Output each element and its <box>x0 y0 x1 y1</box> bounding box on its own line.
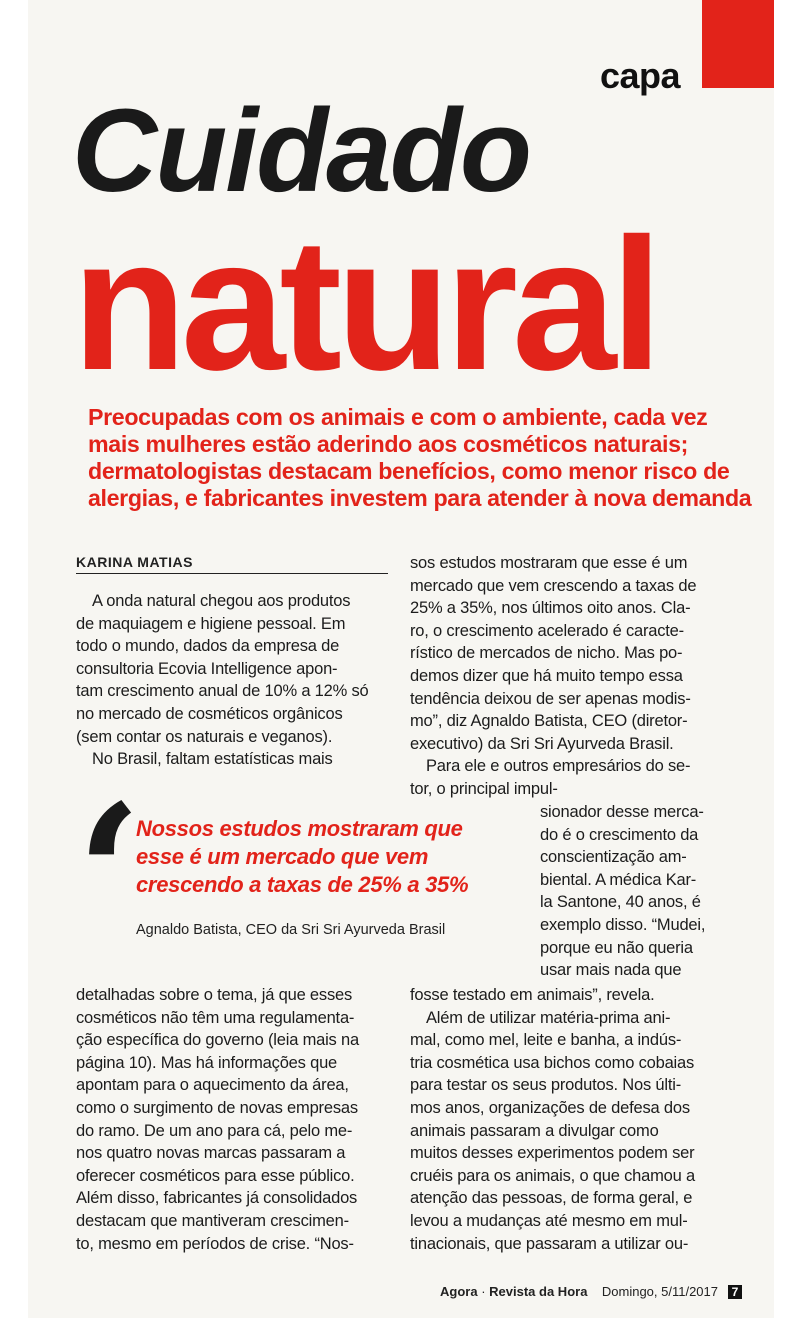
text-line: conscientização am- <box>540 848 687 867</box>
text-line: do é o crescimento da <box>540 825 699 844</box>
text-line: de maquiagem e higiene pessoal. Em <box>76 614 346 633</box>
left-column-top <box>76 590 369 771</box>
text-line: tam crescimento anual de 10% a 12% só <box>76 682 369 701</box>
headline-line-1: Cuidado <box>72 85 530 217</box>
byline: KARINA MATIAS <box>76 554 388 574</box>
text-line: apontam para o aquecimento da área, <box>76 1076 349 1095</box>
right-column-bottom <box>410 984 695 1255</box>
text-line: nos quatro novas marcas passaram a <box>76 1144 346 1163</box>
text-line: animais passaram a divulgar como <box>410 1121 659 1140</box>
text-line: la Santone, 40 anos, é <box>540 893 701 912</box>
text-line: cosméticos não têm uma regulamenta- <box>76 1008 355 1027</box>
footer-supplement: Revista da Hora <box>489 1284 588 1299</box>
text-line: consultoria Ecovia Intelligence apon- <box>76 659 338 678</box>
text-line: rístico de mercados de nicho. Mas po- <box>410 644 683 663</box>
text-line: atenção das pessoas, de forma geral, e <box>410 1189 693 1208</box>
text-line: para testar os seus produtos. Nos últi- <box>410 1076 682 1095</box>
text-line: oferecer cosméticos para esse público. <box>76 1166 355 1185</box>
headline-line-2: natural <box>72 199 657 409</box>
text-line: exemplo disso. “Mudei, <box>540 915 706 934</box>
right-column-top <box>410 552 696 801</box>
text-line: sionador desse merca- <box>540 803 704 821</box>
deck-line: alergias, e fabricantes investem para atender à nova demanda <box>88 485 752 511</box>
text-line: cruéis para os animais, o que chamou a <box>410 1166 695 1185</box>
text-line: detalhadas sobre o tema, já que esses <box>76 986 353 1004</box>
pull-quote <box>136 815 468 899</box>
text-line: mercado que vem crescendo a taxas de <box>410 576 697 595</box>
page-footer <box>440 1284 742 1299</box>
text-line: todo o mundo, dados da empresa de <box>76 637 340 656</box>
text-line: sos estudos mostraram que esse é um <box>410 554 688 572</box>
text-line: ro, o crescimento acelerado é caracte- <box>410 621 684 640</box>
text-line: porque eu não queria <box>540 938 693 957</box>
text-line: mo”, diz Agnaldo Batista, CEO (diretor- <box>410 712 688 731</box>
text-line: levou a mudanças até mesmo em mul- <box>410 1211 688 1230</box>
footer-date: Domingo, 5/11/2017 <box>601 1284 718 1299</box>
text-line: executivo) da Sri Sri Ayurveda Brasil. <box>410 734 674 753</box>
text-line: Além disso, fabricantes já consolidados <box>76 1189 358 1208</box>
section-tag: capa <box>600 55 681 96</box>
text-line: biental. A médica Kar- <box>540 870 697 889</box>
pull-quote-attribution: Agnaldo Batista, CEO da Sri Sri Ayurveda Brasil <box>136 922 446 938</box>
text-line: tria cosmética usa bichos como cobaias <box>410 1053 695 1072</box>
text-line: 25% a 35%, nos últimos oito anos. Cla- <box>410 599 691 618</box>
text-line: como o surgimento de novas empresas <box>76 1098 358 1117</box>
deck-line: Preocupadas com os animais e com o ambiente, cada vez <box>88 404 708 430</box>
right-column-wrap <box>540 801 705 982</box>
text-line: ção específica do governo (leia mais na <box>76 1031 359 1050</box>
pull-quote-line: Nossos estudos mostraram que <box>136 816 463 841</box>
text-line: tor, o principal impul- <box>410 779 558 798</box>
text-line: fosse testado em animais”, revela. <box>410 986 655 1004</box>
deck-line: dermatologistas destacam benefícios, como menor risco de <box>88 458 730 484</box>
text-line: A onda natural chegou aos produtos <box>92 592 351 610</box>
text-line: tendência deixou de ser apenas modis- <box>410 689 691 708</box>
text-line: mos anos, organizações de defesa dos <box>410 1098 690 1117</box>
text-line: Para ele e outros empresários do se- <box>426 757 691 776</box>
page-number: 7 <box>728 1285 743 1299</box>
text-line: do ramo. De um ano para cá, pelo me- <box>76 1121 353 1140</box>
deck-subheadline <box>88 404 774 512</box>
text-line: tinacionais, que passaram a utilizar ou- <box>410 1234 689 1253</box>
text-line: to, mesmo em períodos de crise. “Nos- <box>76 1234 354 1253</box>
pull-quote-line: esse é um mercado que vem <box>136 844 429 869</box>
text-line: Além de utilizar matéria-prima ani- <box>426 1008 671 1027</box>
footer-publication: Agora <box>440 1284 478 1299</box>
left-column-bottom <box>76 984 359 1255</box>
text-line: usar mais nada que <box>540 961 682 980</box>
deck-line: mais mulheres estão aderindo aos cosméticos naturais; <box>88 431 689 457</box>
pull-quote-line: crescendo a taxas de 25% a 35% <box>136 872 469 897</box>
quote-mark-icon: ‘ <box>76 763 143 986</box>
text-line: página 10). Mas há informações que <box>76 1053 338 1072</box>
text-line: No Brasil, faltam estatísticas mais <box>92 750 333 769</box>
text-line: destacam que mantiveram crescimen- <box>76 1211 349 1230</box>
text-line: demos dizer que há muito tempo essa <box>410 666 683 685</box>
text-line: muitos desses experimentos podem ser <box>410 1144 695 1163</box>
text-line: (sem contar os naturais e veganos). <box>76 727 333 746</box>
footer-separator: · <box>481 1284 486 1299</box>
text-line: no mercado de cosméticos orgânicos <box>76 704 343 723</box>
text-line: mal, como mel, leite e banha, a indús- <box>410 1031 682 1050</box>
newspaper-page <box>28 0 774 1318</box>
section-color-block <box>702 0 774 88</box>
